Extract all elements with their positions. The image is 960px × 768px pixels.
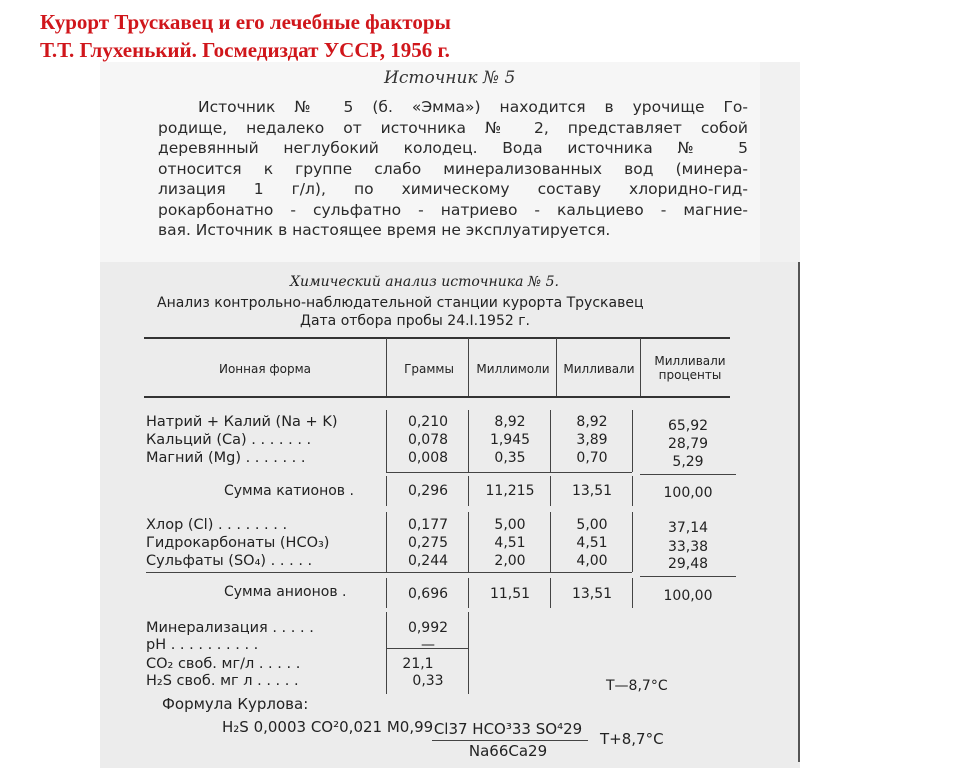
subtotal-rule (640, 474, 736, 475)
pct-value: 29,48 (667, 556, 709, 572)
pct-value: 100,00 (663, 588, 713, 604)
mmol-value: 1,945 (489, 432, 531, 448)
mmol-value: 2,00 (494, 553, 526, 569)
mmol-value: 11,51 (489, 586, 531, 602)
mval-value: 13,51 (571, 586, 613, 602)
column-header-mmol: Миллимоли (476, 362, 550, 376)
ion-name: Гидрокарбонаты (HCO₃) (146, 535, 330, 551)
extra-name: Минерализация . . . . . (146, 620, 314, 636)
description-paragraph (158, 97, 748, 241)
mmol-value: 0,35 (494, 450, 526, 466)
table-vline (632, 578, 633, 608)
mval-value: 5,00 (576, 517, 608, 533)
pct-value: 100,00 (663, 485, 713, 501)
column-header-mval: Милливали (563, 362, 635, 376)
mval-value: 4,00 (576, 553, 608, 569)
mmol-value: 5,00 (494, 517, 526, 533)
pct-value: 28,79 (667, 436, 709, 452)
column-header-ion: Ионная форма (218, 362, 312, 376)
section-title: Источник № 5 (384, 68, 516, 88)
mmol-value: 4,51 (494, 535, 526, 551)
extra-value: — (421, 637, 435, 653)
ion-name: Магний (Mg) . . . . . . . (146, 450, 306, 466)
mmol-value: 11,215 (485, 483, 535, 499)
paragraph-line: Источник № 5 (б. «Эмма») находится в урочище Го- (198, 98, 748, 116)
ion-name: Кальций (Ca) . . . . . . . (146, 432, 312, 448)
formula-left: H₂S 0,0003 CO²0,021 M0,99 (222, 718, 434, 736)
mval-value: 8,92 (576, 414, 608, 430)
paragraph-line: лизация 1 г/л), по химическому составу хлоридно-гид- (158, 180, 748, 198)
formula-right: T+8,7°C (600, 730, 664, 748)
mval-value: 4,51 (576, 535, 608, 551)
subtotal-rule (146, 572, 632, 573)
grams-value: 0,244 (407, 553, 449, 569)
formula-label: Формула Курлова: (162, 695, 309, 713)
header-line-1: Курорт Трускавец и его лечебные факторы (40, 10, 451, 34)
table-vline (556, 338, 557, 396)
analysis-date: Дата отбора пробы 24.I.1952 г. (300, 313, 531, 329)
table-vline (468, 612, 469, 694)
mmol-value: 8,92 (494, 414, 526, 430)
formula-numerator: Cl37 HCO³33 SO⁴29 (433, 720, 583, 738)
table-vline (632, 512, 633, 572)
table-vline (550, 410, 551, 472)
extra-value: 0,992 (407, 620, 449, 636)
extra-name: H₂S своб. мг л . . . . . (146, 673, 299, 689)
table-vline (386, 476, 387, 506)
paragraph-line: рокарбонатно - сульфатно - натриево - кальциево - магние- (158, 200, 748, 219)
grams-value: 0,177 (407, 517, 449, 533)
grams-value: 0,078 (407, 432, 449, 448)
paragraph-line: деревянный неглубокий колодец. Вода источника № 5 (158, 139, 748, 157)
table-vline (468, 512, 469, 572)
extra-value: 0,33 (412, 673, 444, 689)
mval-value: 13,51 (571, 483, 613, 499)
table-vline (550, 512, 551, 572)
extra-name: pH . . . . . . . . . . (146, 637, 259, 653)
paragraph-line: вая. Источник в настоящее время не эксплуатируется. (158, 221, 611, 239)
grams-value: 0,296 (407, 483, 449, 499)
column-header-mval-pct (642, 354, 738, 382)
paragraph-line: относится к группе слабо минерализованных вод (минера- (158, 159, 748, 178)
table-header-rule (144, 396, 730, 398)
grams-value: 0,696 (407, 586, 449, 602)
temperature-value: T—8,7°C (606, 678, 668, 694)
grams-value: 0,275 (407, 535, 449, 551)
column-header-grams: Граммы (404, 362, 454, 376)
subtotal-rule (640, 576, 736, 577)
extra-value: 21,1 (402, 656, 434, 672)
table-top-rule (144, 337, 730, 339)
table-vline (632, 410, 633, 472)
table-vline (550, 578, 551, 608)
pct-value: 37,14 (667, 520, 709, 536)
extra-name: CO₂ своб. мг/л . . . . . (146, 656, 301, 672)
mval-value: 3,89 (576, 432, 608, 448)
table-vline (468, 338, 469, 396)
formula-denominator: Na66Ca29 (468, 742, 548, 760)
pct-value: 33,38 (667, 539, 709, 555)
table-vline (468, 476, 469, 506)
grams-value: 0,008 (407, 450, 449, 466)
column-header-mval-pct-line1: Милливали (654, 354, 726, 368)
pct-value: 65,92 (667, 418, 709, 434)
paragraph-line: родище, недалеко от источника № 2, представляет собой (158, 118, 748, 137)
table-vline (632, 476, 633, 506)
table-vline (468, 578, 469, 608)
analysis-subtitle: Анализ контрольно-наблюдательной станции курорта Трускавец (157, 295, 644, 311)
table-vline (386, 612, 387, 694)
subtotal-rule (386, 472, 632, 473)
column-header-mval-pct-line2: проценты (658, 368, 722, 382)
table-vline (550, 476, 551, 506)
table-vline (640, 338, 641, 396)
formula-fraction-bar (432, 740, 588, 741)
pct-value: 5,29 (672, 454, 704, 470)
mval-value: 0,70 (576, 450, 608, 466)
table-vline (468, 410, 469, 472)
table-vline (386, 578, 387, 608)
page-edge-shadow (798, 262, 800, 762)
table-vline (386, 410, 387, 472)
ion-name: Хлор (Cl) . . . . . . . . (146, 517, 288, 533)
grams-value: 0,210 (407, 414, 449, 430)
analysis-title: Химический анализ источника № 5. (290, 274, 559, 290)
ion-name: Натрий + Калий (Na + K) (146, 414, 338, 430)
ion-name: Сульфаты (SO₄) . . . . . (146, 553, 313, 569)
header-line-2: Т.Т. Глухенький. Госмедиздат УССР, 1956 г. (40, 38, 450, 62)
table-vline (386, 338, 387, 396)
header-title (40, 8, 451, 64)
table-vline (386, 512, 387, 572)
cation-sum-label: Сумма катионов . (224, 483, 354, 499)
anion-sum-label: Сумма анионов . (224, 584, 347, 600)
